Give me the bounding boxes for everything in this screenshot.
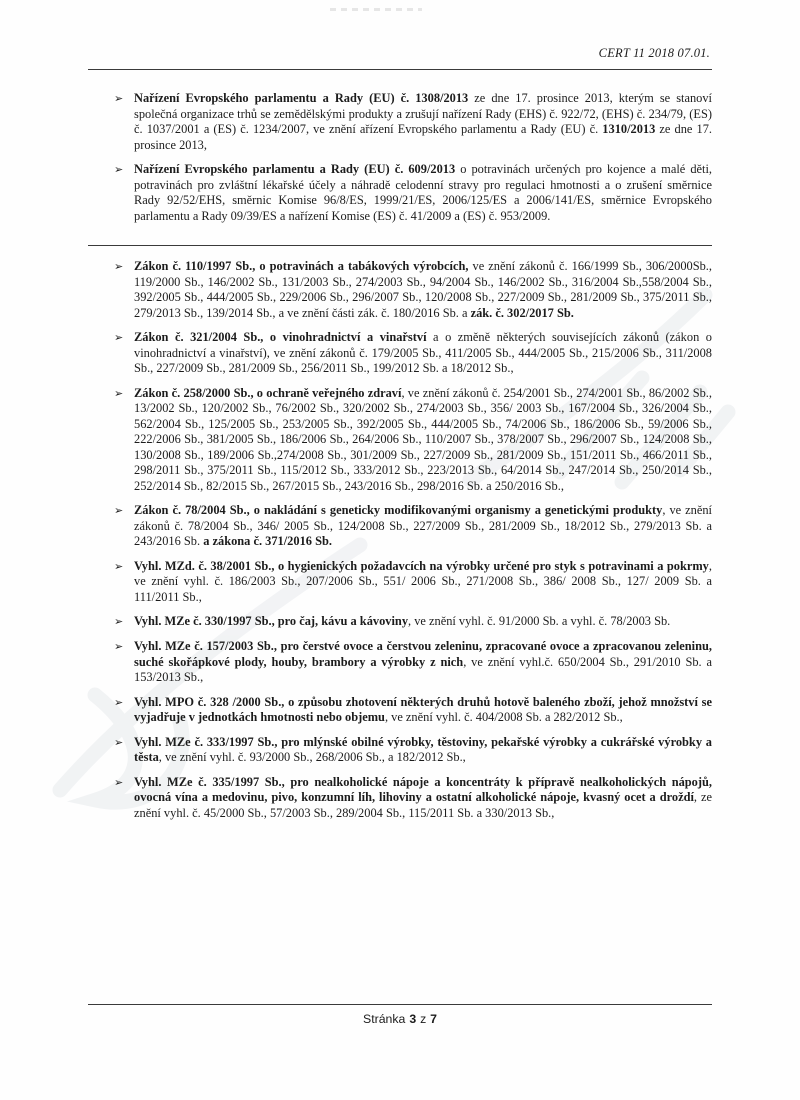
list-item bbox=[88, 259, 712, 321]
national-laws-section bbox=[88, 259, 712, 821]
list-item-text: Nařízení Evropského parlamentu a Rady (EU) č. 609/2013 o potravinách určených pro kojence a malé děti, potravinách pro zvláštní lékařské účely a náhradě celodenní stravy pro regulaci hmotnosti a o zrušení směrnice Rady 92/52/EHS, směrnic Komise 96/8/ES, 1999/21/ES, 2006/125/ES a 2006/141/ES, směrnice Evropského parlamentu a Rady 09/39/ES a nařízení Komise (ES) č. 41/2009 a (ES) č. 953/2009. bbox=[134, 162, 712, 223]
document-reference: CERT 11 2018 07.01. bbox=[598, 46, 710, 60]
arrow-bullet-icon: ➢ bbox=[114, 387, 124, 400]
list-item bbox=[88, 639, 712, 686]
list-item-text: Vyhl. MZe č. 333/1997 Sb., pro mlýnské obilné výrobky, těstoviny, pekařské výrobky a cukrářské výrobky a těsta, ve znění vyhl. č. 93/2000 Sb., 268/2006 Sb., a 182/2012 Sb., bbox=[134, 734, 712, 764]
list-item-text: Vyhl. MZe č. 157/2003 Sb., pro čerstvé ovoce a čerstvou zeleninu, zpracované ovoce a zpracovanou zeleninu, suché skořápkové plody, houby, brambory a výrobky z nich, ve znění vyhl.č. 650/2004 Sb., 291/2010 Sb. a 153/2013 Sb., bbox=[134, 639, 712, 684]
arrow-bullet-icon: ➢ bbox=[114, 164, 124, 176]
page-number-of: z bbox=[420, 1012, 427, 1026]
arrow-bullet-icon: ➢ bbox=[114, 696, 124, 709]
scan-artifact bbox=[330, 8, 422, 11]
arrow-bullet-icon: ➢ bbox=[114, 616, 124, 628]
page-number-indicator bbox=[88, 1012, 712, 1026]
list-item-text: Vyhl. MZd. č. 38/2001 Sb., o hygienických požadavcích na výrobky určené pro styk s potravinami a pokrmy, ve znění vyhl. č. 186/2003 Sb., 207/2006 Sb., 551/ 2006 Sb., 271/2008 Sb., 386/ 2008 Sb., 127/ 2009 Sb. a 111/2011 Sb., bbox=[134, 558, 712, 604]
list-item-text: Zákon č. 110/1997 Sb., o potravinách a tabákových výrobcích, ve znění zákonů č. 166/1999 Sb., 306/2000Sb., 119/2000 Sb., 146/2002 Sb., 131/2003 Sb., 274/2003 Sb., 94/2004 Sb., 146/2002 Sb., 316/2004 Sb.,558/2004 Sb., 392/2005 Sb., 444/2005 Sb., 229/2006 Sb., 296/2007 Sb., 120/2008 Sb., 227/2009 Sb., 281/2009 Sb., 375/2011 Sb., 279/2013 Sb., 139/2014 Sb., a ve znění části zák. č. 180/2016 Sb. a zák. č. 302/2017 Sb. bbox=[134, 259, 712, 320]
section-separator-line bbox=[88, 245, 712, 246]
page-footer bbox=[88, 1004, 712, 1026]
list-item bbox=[88, 695, 712, 726]
arrow-bullet-icon: ➢ bbox=[114, 332, 124, 344]
total-page-number: 7 bbox=[430, 1012, 437, 1026]
list-item bbox=[88, 735, 712, 766]
footer-rule bbox=[88, 1004, 712, 1005]
current-page-number: 3 bbox=[409, 1012, 417, 1026]
list-item-text: Vyhl. MPO č. 328 /2000 Sb., o způsobu zhotovení některých druhů hotově baleného zboží, jehož množství se vyjadřuje v jednotkách hmotnosti nebo objemu, ve znění vyhl. č. 404/2008 Sb. a 282/2012 Sb., bbox=[134, 694, 712, 724]
list-item bbox=[88, 503, 712, 550]
list-item-text: Vyhl. MZe č. 335/1997 Sb., pro nealkoholické nápoje a koncentráty k přípravě nealkoholických nápojů, ovocná vína a medovinu, pivo, konzumní líh, lihoviny a ostatní alkoholické nápoje, kvasný ocet a droždí, ze znění vyhl. č. 45/2000 Sb., 57/2003 Sb., 289/2004 Sb., 115/2011 Sb. a 330/2013 Sb., bbox=[134, 774, 712, 820]
list-item bbox=[88, 775, 712, 822]
eu-regulations-section bbox=[88, 91, 712, 224]
arrow-bullet-icon: ➢ bbox=[114, 505, 124, 517]
arrow-bullet-icon: ➢ bbox=[114, 641, 124, 653]
list-item bbox=[88, 386, 712, 495]
arrow-bullet-icon: ➢ bbox=[114, 261, 124, 273]
list-item bbox=[88, 614, 712, 630]
regulation-list bbox=[88, 91, 712, 830]
list-item-text: Zákon č. 321/2004 Sb., o vinohradnictví a vinařství a o změně některých souvisejících zákonů (zákon o vinohradnictví a vinařství), ve znění zákonů č. 179/2005 Sb., 411/2005 Sb., 444/2005 Sb., 215/2006 Sb., 311/2008 Sb., 227/2009 Sb., 281/2009 Sb., 256/2011 Sb., 199/2012 Sb. a 18/2012 Sb., bbox=[134, 330, 712, 375]
list-item-text: Nařízení Evropského parlamentu a Rady (EU) č. 1308/2013 ze dne 17. prosince 2013, kterým se stanoví společná organizace trhů se zemědělskými produkty a zrušují nařízení Rady (EHS) č. 922/72, (EHS) č. 234/79, (ES) č. 1037/2001 a (ES) č. 1234/2007, ve znění ařízení Evropského parlamentu a Rady (EU) č. 1310/2013 ze dne 17. prosince 2013, bbox=[134, 91, 713, 152]
page-header bbox=[88, 46, 712, 70]
arrow-bullet-icon: ➢ bbox=[114, 736, 124, 749]
list-item bbox=[88, 162, 712, 224]
list-item bbox=[88, 330, 712, 377]
arrow-bullet-icon: ➢ bbox=[114, 93, 124, 105]
page-number-label: Stránka bbox=[363, 1012, 406, 1026]
list-item-text: Zákon č. 78/2004 Sb., o nakládání s geneticky modifikovanými organismy a genetickými produkty, ve znění zákonů č. 78/2004 Sb., 346/ 2005 Sb., 124/2008 Sb., 227/2009 Sb., 281/2009 Sb., 18/2012 Sb., 279/2013 Sb. a 243/2016 Sb. a zákona č. 371/2016 Sb. bbox=[134, 503, 712, 548]
list-item bbox=[88, 91, 712, 153]
list-item-text: Zákon č. 258/2000 Sb., o ochraně veřejného zdraví, ve znění zákonů č. 254/2001 Sb., 274/2001 Sb., 86/2002 Sb., 13/2002 Sb., 120/2002 Sb., 76/2002 Sb., 320/2002 Sb., 274/2003 Sb., 356/ 2003 Sb., 167/2004 Sb., 326/2004 Sb., 562/2004 Sb., 125/2005 Sb., 253/2005 Sb., 392/2005 Sb., 444/2005 Sb., 74/2006 Sb., 186/2006 Sb., 59/2006 Sb., 222/2006 Sb., 381/2005 Sb., 186/2006 Sb., 264/2006 Sb., 110/2007 Sb., 378/2007 Sb., 296/2007 Sb., 124/2008 Sb., 130/2008 Sb., 189/2006 Sb.,274/2008 Sb., 301/2009 Sb., 227/2009 Sb., 281/2009 Sb., 151/2011 Sb., 466/2011 Sb., 298/2011 Sb., 375/2011 Sb., 115/2012 Sb., 333/2012 Sb., 223/2013 Sb., 64/2014 Sb., 247/2014 Sb., 250/2014 Sb., 252/2014 Sb., 82/2015 Sb., 267/2015 Sb., 243/2016 Sb., 298/2016 Sb. a 250/2016 Sb., bbox=[134, 385, 712, 493]
list-item bbox=[88, 559, 712, 606]
arrow-bullet-icon: ➢ bbox=[114, 560, 124, 573]
arrow-bullet-icon: ➢ bbox=[114, 776, 124, 789]
header-rule bbox=[88, 69, 712, 70]
list-item-text: Vyhl. MZe č. 330/1997 Sb., pro čaj, kávu a kávoviny, ve znění vyhl. č. 91/2000 Sb. a vyhl. č. 78/2003 Sb. bbox=[134, 614, 671, 628]
